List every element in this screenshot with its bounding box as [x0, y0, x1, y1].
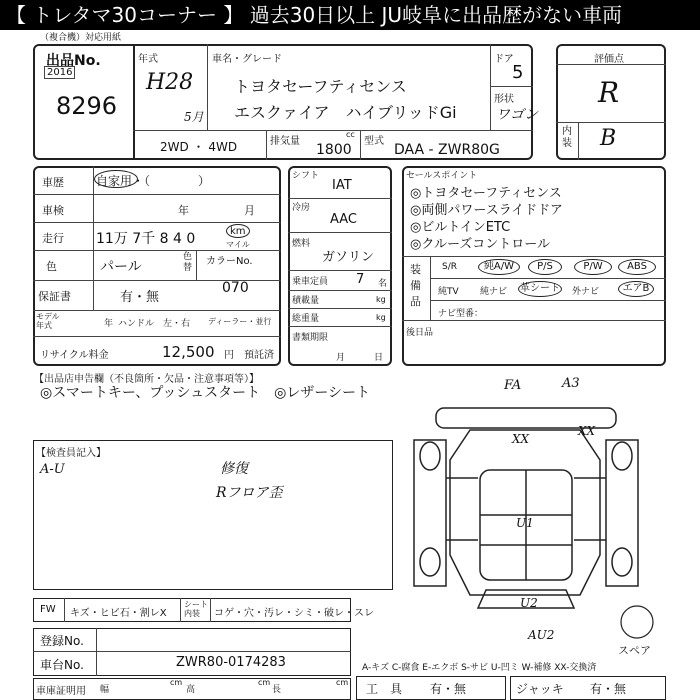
- sales-point-3: ◎ビルトインETC: [410, 220, 511, 235]
- doors-label: ドア: [494, 54, 514, 65]
- lot-year-box: 2016: [44, 66, 75, 79]
- color-label: 色: [46, 260, 57, 273]
- model-change-year: 年: [104, 319, 114, 329]
- mark-a3: A3: [562, 376, 580, 391]
- interior-value: B: [600, 126, 617, 151]
- shaken-year: 年: [178, 204, 189, 217]
- capacity-label: 乗車定員: [292, 277, 329, 287]
- body-type-value: ワゴン: [496, 107, 538, 123]
- sales-point-1: ◎トヨタセーフティセンス: [410, 186, 562, 201]
- warranty-label: 保証書: [38, 290, 71, 303]
- body-type-label: 形状: [494, 94, 514, 105]
- sales-point-2: ◎両側パワースライドドア: [410, 203, 563, 218]
- notes-text: ◎スマートキー、プッシュスタート ◎レザーシート: [40, 385, 371, 401]
- model-line1: トヨタセーフティセンス: [234, 77, 407, 96]
- chassis-label: 車台No.: [40, 658, 84, 672]
- cert-width: 幅: [100, 685, 110, 695]
- capacity-value: 7: [356, 272, 365, 287]
- equip-leather: 革シート: [518, 281, 562, 297]
- tools-label: 工 具: [366, 682, 403, 696]
- score-value: R: [598, 76, 620, 109]
- fuel-value: ガソリン: [322, 250, 375, 265]
- equip-aw: 純A/W: [478, 259, 520, 275]
- shaken-month: 月: [244, 204, 255, 217]
- nenshiki-label: 年式: [138, 54, 158, 65]
- shift-value: IAT: [332, 178, 352, 193]
- fw-label: FW: [40, 604, 56, 615]
- seat-label: シート内装: [184, 600, 208, 618]
- lot-number: 8296: [56, 92, 118, 120]
- sales-point-4: ◎クルーズコントロール: [410, 237, 551, 252]
- handle-value: ハンドル 左・右: [118, 319, 191, 329]
- model-line2: エスクァイア ハイブリッドGi: [234, 103, 457, 122]
- mileage-unit2: マイル: [226, 240, 250, 249]
- equip-pw: P/W: [574, 259, 612, 275]
- mileage-value: 11万 7千 8 4 0: [96, 231, 196, 247]
- mark-xx-2: XX: [578, 424, 596, 438]
- gross-label: 総重量: [292, 314, 320, 324]
- drive-type: 2WD ・ 4WD: [160, 140, 238, 154]
- mark-xx-1: XX: [512, 432, 530, 446]
- doors-value: 5: [512, 62, 524, 83]
- equipment-label: 装備品: [410, 263, 421, 308]
- later-docs-label: 後日品: [406, 328, 434, 338]
- expiry-month: 月: [336, 353, 346, 363]
- mileage-unit: km: [230, 226, 246, 237]
- color-no-label: カラーNo.: [206, 256, 253, 267]
- recycle-value: 12,500: [162, 343, 215, 361]
- cert-height: 高: [186, 685, 196, 695]
- jack-value: 有・無: [590, 682, 627, 696]
- jack-label: ジャッキ: [516, 682, 564, 696]
- load-label: 積載量: [292, 296, 320, 306]
- capacity-unit: 名: [378, 279, 388, 289]
- model-change-label: モデル年式: [36, 312, 60, 330]
- inspector-label: 【検査員記入】: [36, 448, 106, 459]
- chassis-value: ZWR80-0174283: [176, 655, 286, 670]
- model-label: 車名・グレード: [212, 54, 282, 65]
- katashiki-value: DAA - ZWR80G: [394, 142, 500, 158]
- spare-label: スペア: [618, 644, 651, 657]
- color-value: パール: [100, 259, 142, 275]
- displacement-label: 排気量: [270, 136, 300, 147]
- expiry-label: 書類期限: [292, 333, 329, 343]
- gross-unit: kg: [376, 313, 386, 322]
- cert-length-unit: cm: [336, 678, 349, 687]
- recycle-label: リサイクル料金: [40, 350, 109, 361]
- equip-ext-navi: 外ナビ: [572, 287, 600, 297]
- equip-airbag: エアB: [618, 281, 654, 297]
- interior-label: 内装: [562, 126, 572, 149]
- banner: 【 トレタマ30コーナー 】 過去30日以上 JU岐阜に出品歴がない車両: [0, 0, 700, 30]
- warranty-value: 有・無: [120, 290, 160, 305]
- fuel-label: 燃料: [292, 239, 311, 249]
- nenshiki-value: H28: [146, 70, 194, 95]
- registration-label: 登録No.: [40, 634, 84, 648]
- mileage-unit-circle: [226, 224, 250, 238]
- shift-label: シフト: [292, 171, 320, 181]
- equip-navi: 純ナビ: [480, 287, 508, 297]
- equip-abs: ABS: [618, 259, 656, 275]
- cert-length: 長: [272, 685, 282, 695]
- recycle-unit: 円 預託済: [224, 350, 274, 361]
- score-label: 評価点: [594, 54, 624, 65]
- shaken-label: 車検: [42, 204, 64, 217]
- history-label: 車歴: [42, 176, 64, 189]
- mark-u1: U1: [516, 516, 534, 530]
- history-circle: [94, 170, 138, 188]
- mark-au2: AU2: [528, 628, 555, 642]
- displacement-value: 1800: [316, 142, 352, 158]
- color-no-value: 070: [222, 280, 249, 296]
- equip-sr: S/R: [442, 262, 457, 272]
- inspector-right1: 修復: [220, 461, 248, 477]
- inspector-left: A-U: [40, 462, 65, 477]
- mark-u2: U2: [520, 596, 538, 610]
- inspector-right2: Rフロア歪: [216, 485, 283, 501]
- cert-width-unit: cm: [170, 678, 183, 687]
- aircon-label: 冷房: [292, 203, 311, 213]
- nenshiki-month: 5月: [184, 110, 204, 124]
- displacement-unit: cc: [346, 130, 355, 139]
- cert-height-unit: cm: [258, 678, 271, 687]
- cert-label: 車庫証明用: [36, 686, 86, 697]
- equip-tv: 純TV: [438, 287, 459, 297]
- equip-ps: P/S: [528, 259, 562, 275]
- inspector-box: [33, 440, 393, 590]
- color-change-label: 色替: [183, 252, 193, 273]
- tools-value: 有・無: [430, 682, 467, 696]
- vehicle-diagram: [400, 390, 660, 620]
- aircon-value: AAC: [330, 212, 357, 227]
- notes-label: 【出品店申告欄（不良箇所・欠品・注意事項等）】: [34, 374, 259, 385]
- lot-label: 出品No.: [46, 53, 101, 69]
- mileage-label: 走行: [42, 232, 64, 245]
- load-unit: kg: [376, 295, 386, 304]
- subtitle: （複合機）対応用紙: [40, 33, 122, 43]
- dealer-value: ディーラー・並行: [208, 317, 272, 326]
- expiry-day: 日: [374, 353, 384, 363]
- history-value: 自家用・（ ）: [96, 174, 211, 188]
- spare-tire-icon: [614, 604, 660, 644]
- nav-model-label: ナビ型番：: [438, 309, 484, 319]
- seat-text: コゲ・穴・汚レ・シミ・破レ・スレ: [214, 608, 374, 619]
- fw-text: キズ・ヒビ石・割レX: [70, 608, 167, 619]
- katashiki-label: 型式: [364, 136, 384, 147]
- sales-points-label: セールスポイント: [406, 171, 478, 181]
- mark-fa: FA: [504, 378, 522, 393]
- damage-legend: A-キズ C-腐食 E-エクボ S-サビ U-凹ミ W-補修 XX-交換済: [362, 663, 597, 673]
